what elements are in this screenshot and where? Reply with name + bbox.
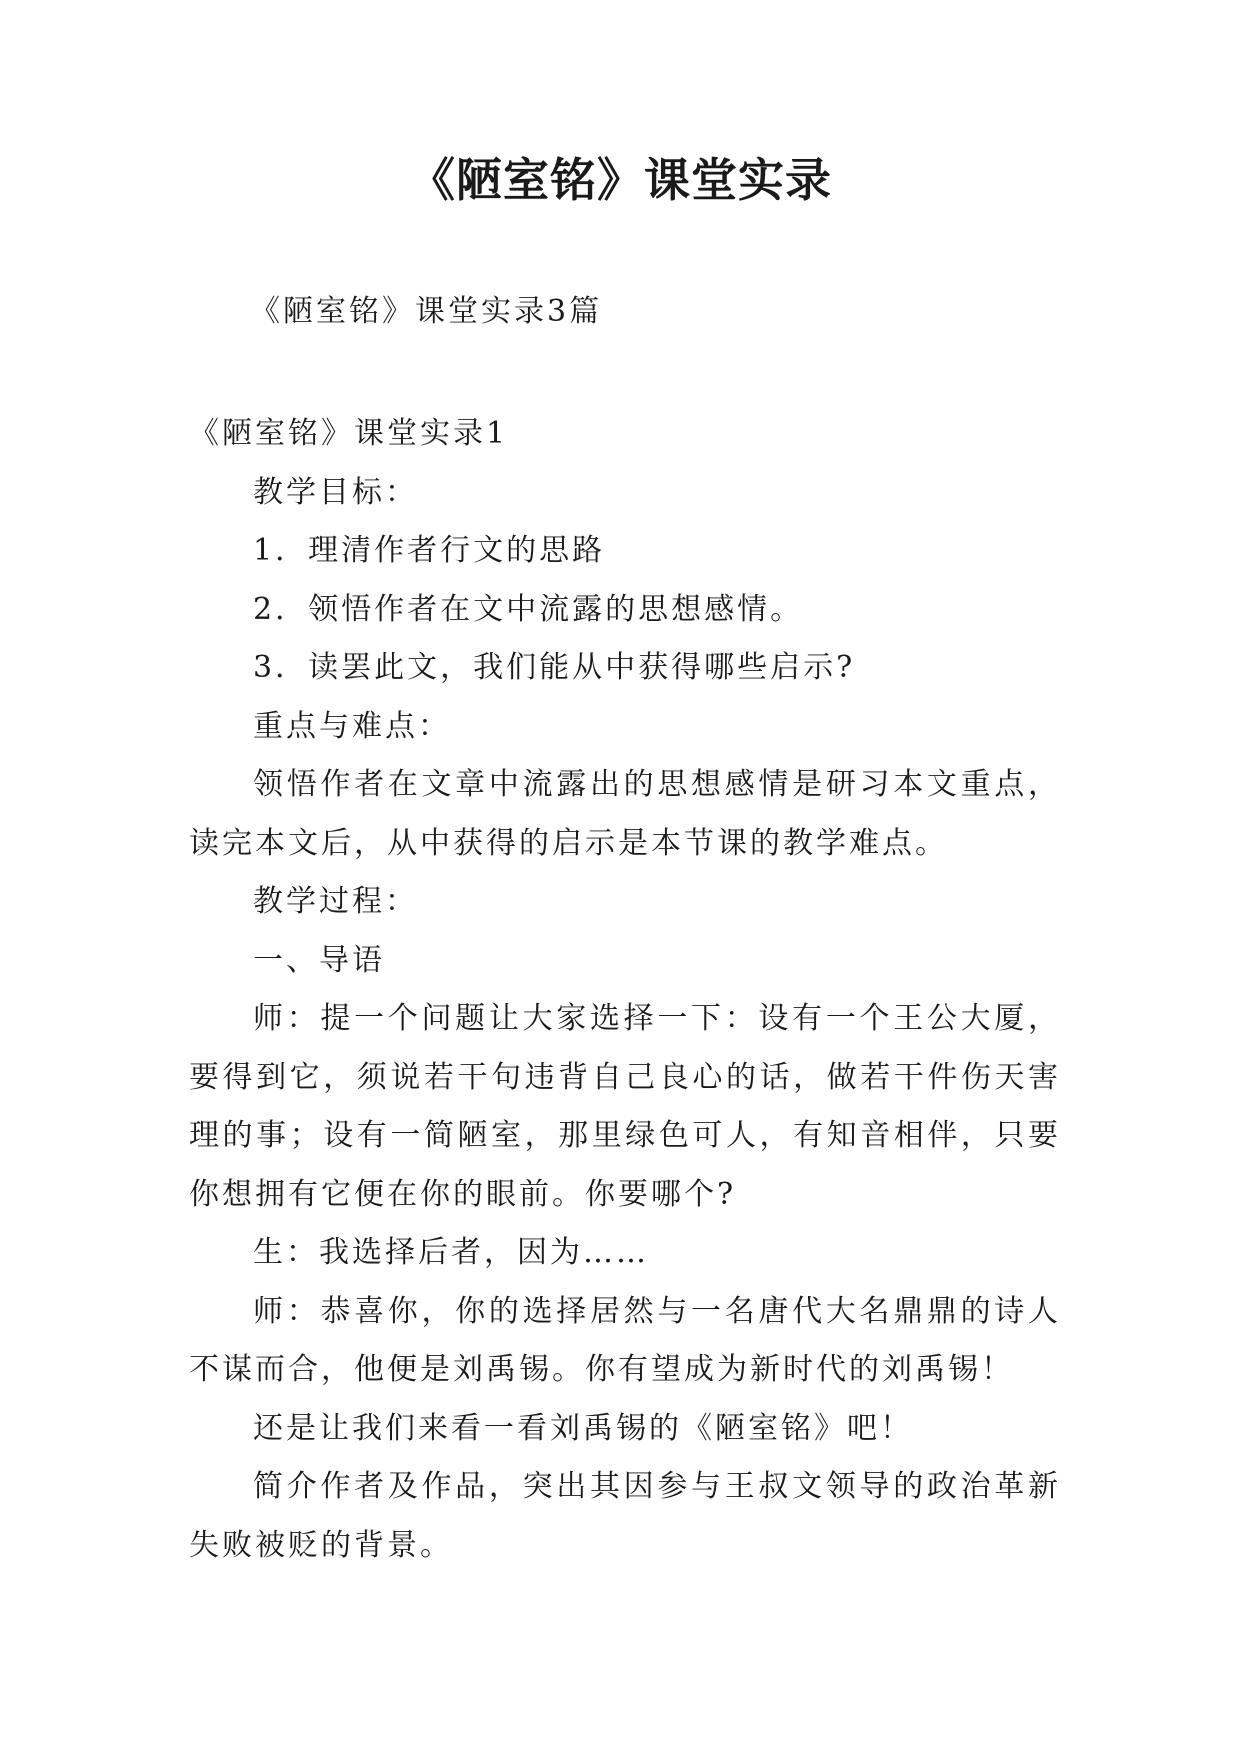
paragraph-keypoints: 领悟作者在文章中流露出的思想感情是研习本文重点，读完本文后，从中获得的启示是本节课的教学难点。 bbox=[189, 767, 1061, 861]
paragraph-process-heading: 教学过程： bbox=[253, 884, 418, 919]
document-body bbox=[189, 405, 1061, 1575]
paragraph-objective-1: 1．理清作者行文的思路 bbox=[253, 533, 606, 568]
paragraph-author-intro: 简介作者及作品，突出其因参与王叔文领导的政治革新失败被贬的背景。 bbox=[189, 1469, 1061, 1563]
paragraph-teacher-response: 师：恭喜你，你的选择居然与一名唐代大名鼎鼎的诗人不谋而合，他便是刘禹锡。你有望成为新时代的刘禹锡！ bbox=[189, 1293, 1061, 1387]
paragraph-teacher-question: 师：提一个问题让大家选择一下：设有一个王公大厦，要得到它，须说若干句违背自己良心的话，做若干件伤天害理的事；设有一简陋室，那里绿色可人，有知音相伴，只要你想拥有它便在你的眼前。你要哪个? bbox=[189, 1001, 1061, 1212]
paragraph-student-answer: 生：我选择后者，因为…… bbox=[253, 1235, 649, 1270]
section-heading: 《陋室铭》课堂实录1 bbox=[189, 416, 509, 451]
paragraph-intro-heading: 一、导语 bbox=[253, 942, 385, 978]
paragraph-objective-3: 3．读罢此文，我们能从中获得哪些启示? bbox=[253, 650, 856, 685]
document-title: 《陋室铭》课堂实录 bbox=[409, 153, 832, 207]
paragraph-objectives-heading: 教学目标： bbox=[253, 474, 418, 510]
paragraph-keypoints-heading: 重点与难点： bbox=[253, 708, 451, 744]
paragraph-objective-2: 2．领悟作者在文中流露的思想感情。 bbox=[253, 591, 804, 627]
document-subtitle: 《陋室铭》课堂实录3篇 bbox=[250, 294, 603, 329]
paragraph-transition: 还是让我们来看一看刘禹锡的《陋室铭》吧！ bbox=[253, 1410, 913, 1446]
